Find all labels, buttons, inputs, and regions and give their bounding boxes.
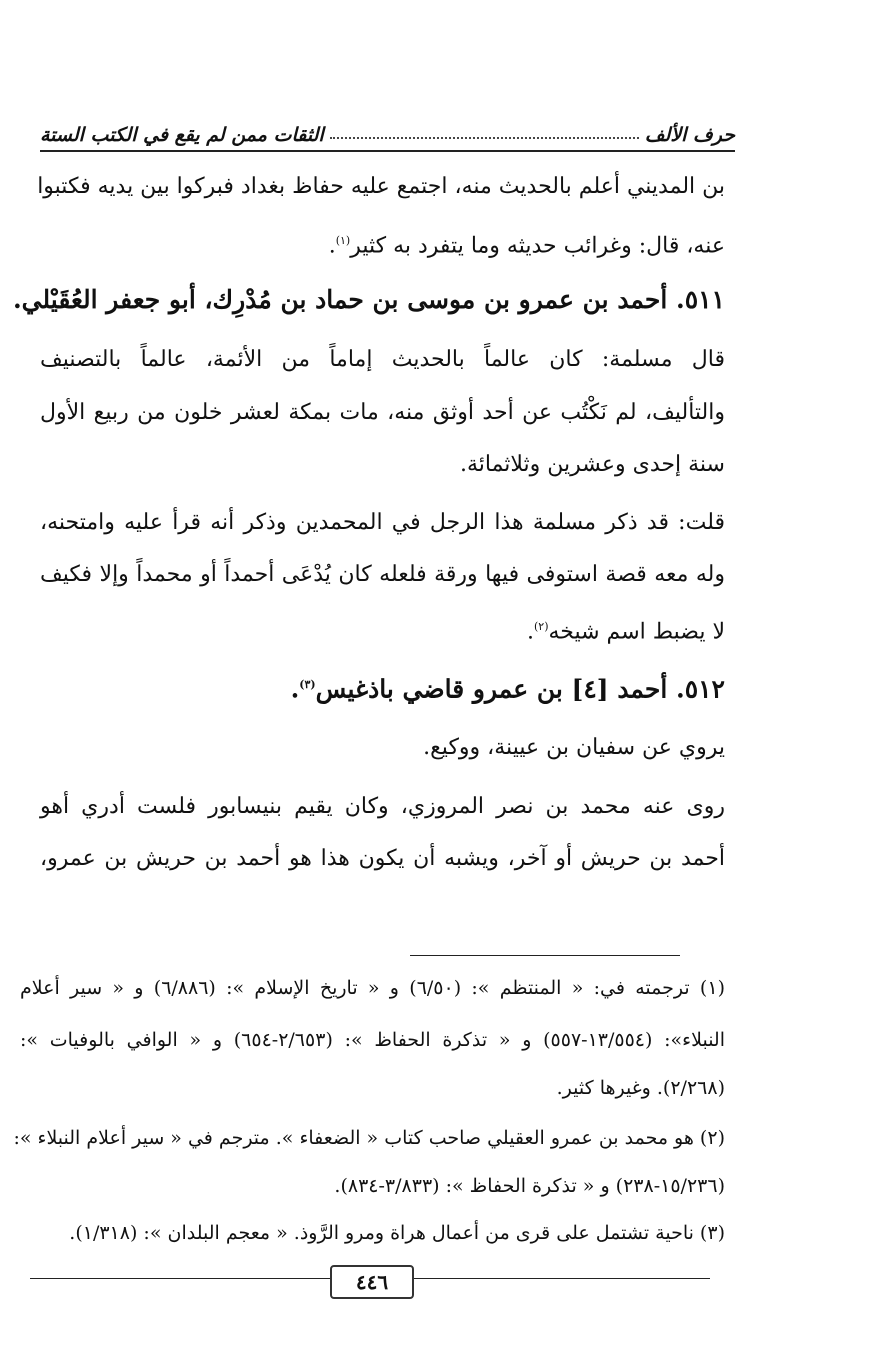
entry-511-note-3-text: لا يضبط اسم شيخه bbox=[548, 619, 725, 645]
running-header bbox=[40, 110, 735, 152]
entry-511-line-1: قال مسلمة: كان عالماً بالحديث إماماً من الأئمة، عالماً بالتصنيف bbox=[40, 347, 725, 372]
body-line-2 bbox=[40, 226, 725, 261]
entry-512-title-text: ٥١٢. أحمد [٤] بن عمرو قاضي باذغيس bbox=[315, 674, 725, 704]
footnote-ref-3: (٣) bbox=[299, 678, 316, 691]
footnote-line-2: النبلاء»: (١٣/٥٥٤-٥٥٧) و « تذكرة الحفاظ »: (٢/٦٥٣-٦٥٤) و « الوافي بالوفيات »: bbox=[20, 1029, 725, 1051]
footnote-line-1: (١) ترجمته في: « المنتظم »: (٦/٥٠) و « تاريخ الإسلام »: (٦/٨٨٦) و « سير أعلام bbox=[20, 977, 725, 999]
entry-511-note-1: قلت: قد ذكر مسلمة هذا الرجل في المحمدين وذكر أنه قرأ عليه وامتحنه، bbox=[40, 510, 725, 535]
entry-512-title-end: . bbox=[290, 674, 300, 704]
footnote-line-6: (٣) ناحية تشتمل على قرى من أعمال هراة ومرو الرَّوذ. « معجم البلدان »: (١/٣١٨). bbox=[69, 1222, 725, 1244]
footnote-ref-2: (٢) bbox=[533, 620, 549, 633]
entry-511-note-3 bbox=[40, 612, 725, 647]
footnote-line-4: (٢) هو محمد بن عمرو العقيلي صاحب كتاب « الضعفاء ». مترجم في « سير أعلام النبلاء »: bbox=[13, 1127, 725, 1149]
footnote-line-3: (٢/٢٦٨). وغيرها كثير. bbox=[556, 1077, 725, 1099]
footnote-ref-1: (١) bbox=[335, 234, 351, 247]
footnote-separator bbox=[410, 955, 680, 956]
chapter-title: حرف الألف bbox=[644, 124, 735, 146]
page-number: ٤٤٦ bbox=[330, 1265, 414, 1299]
entry-512-line-1: يروي عن سفيان بن عيينة، ووكيع. bbox=[423, 735, 725, 760]
entry-512-title bbox=[40, 670, 725, 704]
header-dots bbox=[330, 137, 639, 139]
entry-511-title: ٥١١. أحمد بن عمرو بن موسى بن حماد بن مُدْرِك، أبو جعفر العُقَيْلي. bbox=[12, 285, 725, 314]
book-title: الثقات ممن لم يقع في الكتب الستة bbox=[40, 124, 324, 146]
entry-512-line-3: أحمد بن حريش أو آخر، ويشبه أن يكون هذا هو أحمد بن حريش بن عمرو، bbox=[40, 846, 725, 871]
entry-511-note-2: وله معه قصة استوفى فيها ورقة فلعله كان يُدْعَى أحمداً أو محمداً وإلا فكيف bbox=[40, 562, 725, 587]
body-line-2-text: عنه، قال: وغرائب حديثه وما يتفرد به كثير bbox=[350, 233, 725, 259]
body-line-2-end: . bbox=[328, 233, 336, 259]
body-line-1: بن المديني أعلم بالحديث منه، اجتمع عليه حفاظ بغداد فبركوا بين يديه فكتبوا bbox=[37, 174, 725, 199]
entry-511-line-2: والتأليف، لم نَكْتُب عن أحد أوثق منه، مات بمكة لعشر خلون من ربيع الأول bbox=[40, 400, 725, 425]
footnote-line-5: (١٥/٢٣٦-٢٣٨) و « تذكرة الحفاظ »: (٣/٨٣٣-٨٣٤). bbox=[334, 1175, 725, 1197]
entry-511-note-3-end: . bbox=[526, 619, 534, 645]
entry-511-line-3: سنة إحدى وعشرين وثلاثمائة. bbox=[459, 452, 725, 477]
entry-512-line-2: روى عنه محمد بن نصر المروزي، وكان يقيم بنيسابور فلست أدري أهو bbox=[40, 794, 725, 819]
